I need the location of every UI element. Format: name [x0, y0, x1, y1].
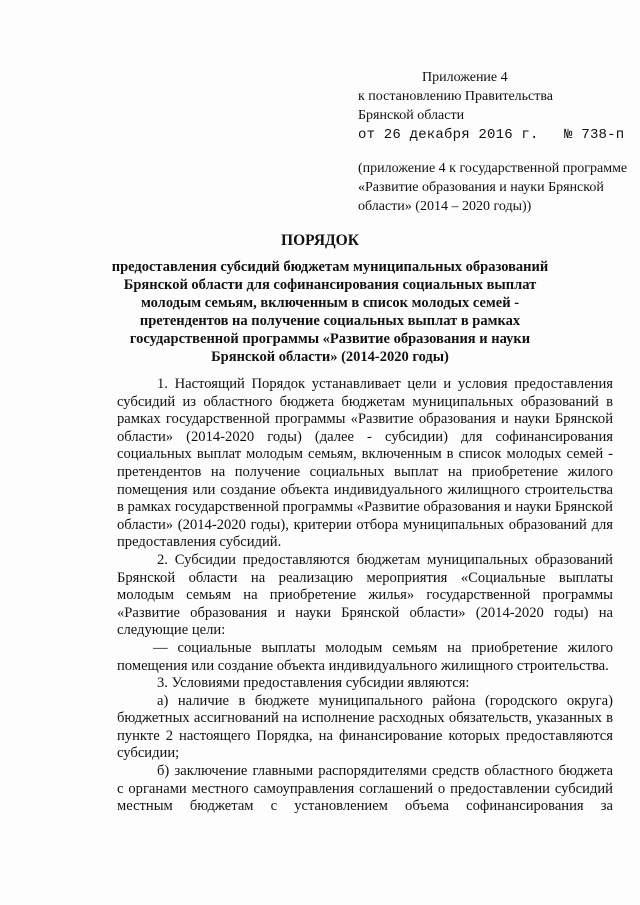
paragraph-3a: а) наличие в бюджете муниципального района (городского округа) бюджетных ассигнований на исполнение расходных обязательств, указанных в пункте 2 настоящего Порядка, на финансирование которых предоставляются субсидии; [117, 692, 613, 762]
paragraph-3b: б) заключение главными распорядителями средств областного бюджета с органами местного самоуправления соглашений о предоставлении субсидий местным бюджетам с установлением объема софинансирования за [117, 763, 613, 815]
paragraph-1: 1. Настоящий Порядок устанавливает цели и условия предоставления субсидий из областного бюджета бюджетам муниципальных образований в рамках государственной программы «Развитие образования и науки Брянской области» (2014-2020 годы) (далее - субсидии) для софинансирования социальных выплат молодым семьям, включенным в список молодых семей - претендентов на получение социальных выплат на приобретение жилого помещения или создание объекта индивидуального жилищного строительства в рамках государственной программы «Развитие образования и науки Брянской области» (2014-2020 годы), критерии отбора муниципальных образований для предоставления субсидий. [117, 376, 613, 551]
paragraph-3: 3. Условиями предоставления субсидии являются: [157, 675, 470, 692]
paragraph-2: 2. Субсидии предоставляются бюджетам муниципальных образований Брянской области на реализацию мероприятия «Социальные выплаты молодым семьям на приобретение жилья» государственной программы «Развитие образования и науки Брянской области» (2014-2020 годы) на следующие цели: [117, 551, 613, 639]
document-body [117, 376, 613, 816]
appendix-date-number [358, 125, 628, 145]
document-subtitle: предоставления субсидий бюджетам муниципальных образований Брянской области для софинансирования социальных выплат молодым семьям, включенным в список молодых семей - претендентов на получение социальных выплат в рамках государственной программы «Развитие образования и науки Брянской области» (2014-2020 годы) [111, 259, 549, 365]
appendix-block [358, 68, 628, 216]
document-title: ПОРЯДОК [281, 232, 359, 249]
appendix-number: № 738-п [564, 127, 625, 143]
appendix-note: (приложение 4 к государственной программе «Развитие образования и науки Брянской области» (2014 – 2020 годы)) [358, 161, 628, 214]
appendix-date: от 26 декабря 2016 г. [358, 127, 539, 143]
appendix-decree-line: к постановлению Правительства [358, 89, 554, 104]
appendix-title: Приложение 4 [422, 70, 508, 85]
appendix-region-line: Брянской области [358, 108, 465, 123]
paragraph-dash-item: — социальные выплаты молодым семьям на приобретение жилого помещения или создание объекта индивидуального жилищного строительства. [117, 639, 613, 674]
